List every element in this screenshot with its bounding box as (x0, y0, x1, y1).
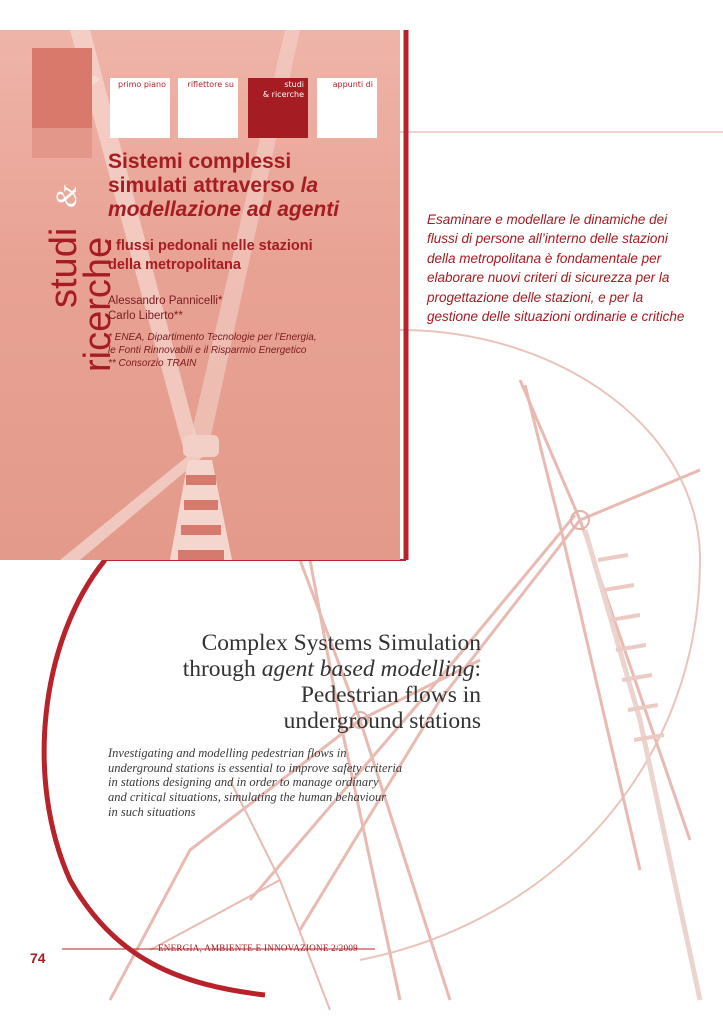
nav-item-riflettore-su[interactable] (178, 78, 238, 138)
nav-item-primo-piano[interactable] (110, 78, 170, 138)
abstract-line: in stations designing and in order to manage ordinary (108, 775, 379, 790)
nav-item-label: primo piano (118, 80, 166, 89)
affiliations (108, 331, 398, 370)
abstract-line: Investigating and modelling pedestrian flows in (108, 746, 347, 760)
subtitle-line: della metropolitana (108, 257, 241, 273)
nav-item-label: riflettore su (187, 80, 234, 89)
english-title-line: underground stations (283, 708, 481, 734)
article-subtitle (108, 237, 398, 275)
title-text: simulati attraverso (108, 174, 301, 197)
title-line (108, 174, 398, 198)
author-name: Carlo Liberto** (108, 310, 183, 322)
english-title-line: Pedestrian flows in (300, 682, 481, 708)
english-title-text: through (182, 656, 262, 682)
journal-name: ENERGIA, AMBIENTE E INNOVAZIONE 2/2009 (158, 943, 358, 953)
nav-item-label: appunti di (332, 80, 373, 89)
author-name: Alessandro Pannicelli* (108, 295, 223, 307)
section-tag-studi: studi (43, 227, 85, 308)
title-text-italic: la (300, 174, 319, 197)
title-line: modellazione ad agenti (108, 198, 340, 221)
page-number: 74 (30, 950, 46, 966)
english-title-text: : (474, 656, 481, 682)
english-title-italic: agent based modelling (261, 656, 475, 682)
title-line: Sistemi complessi (108, 150, 292, 173)
section-tag-ricerche: ricerche (77, 236, 119, 372)
abstract-line: in such situations (108, 804, 196, 819)
abstract-line: underground stations is essential to improve safety criteria (108, 760, 403, 775)
affiliation-line: ** Consorzio TRAIN (108, 358, 197, 369)
section-tag-ampersand: & (50, 184, 83, 208)
affiliation-line: le Fonti Rinnovabili e il Risparmio Energetico (108, 345, 307, 356)
nav-item-label: studi (284, 80, 304, 89)
affiliation-line: * ENEA, Dipartimento Tecnologie per l’Energia, (108, 332, 317, 343)
article-title (108, 150, 398, 222)
abstract-line: and critical situations, simulating the human behaviour (108, 790, 387, 805)
abstract-english (108, 746, 498, 820)
section-tag (28, 30, 119, 410)
authors (108, 294, 398, 324)
english-title-line: Complex Systems Simulation (201, 630, 481, 656)
nav-item-label: & ricerche (262, 90, 304, 99)
english-title-line (100, 656, 481, 682)
english-title (100, 630, 481, 734)
subtitle-line: I flussi pedonali nelle stazioni (108, 238, 313, 254)
abstract-italian: Esaminare e modellare le dinamiche dei flussi di persone all’interno delle stazioni della metropolitana è fondamentale per elaborare nuovi criteri di sicurezza per la progettazione delle stazioni, e per la gestione delle situazioni ordinarie e critiche (427, 212, 685, 325)
nav-item-appunti-di[interactable] (317, 78, 377, 138)
nav-item-studi-ricerche[interactable] (248, 78, 308, 138)
